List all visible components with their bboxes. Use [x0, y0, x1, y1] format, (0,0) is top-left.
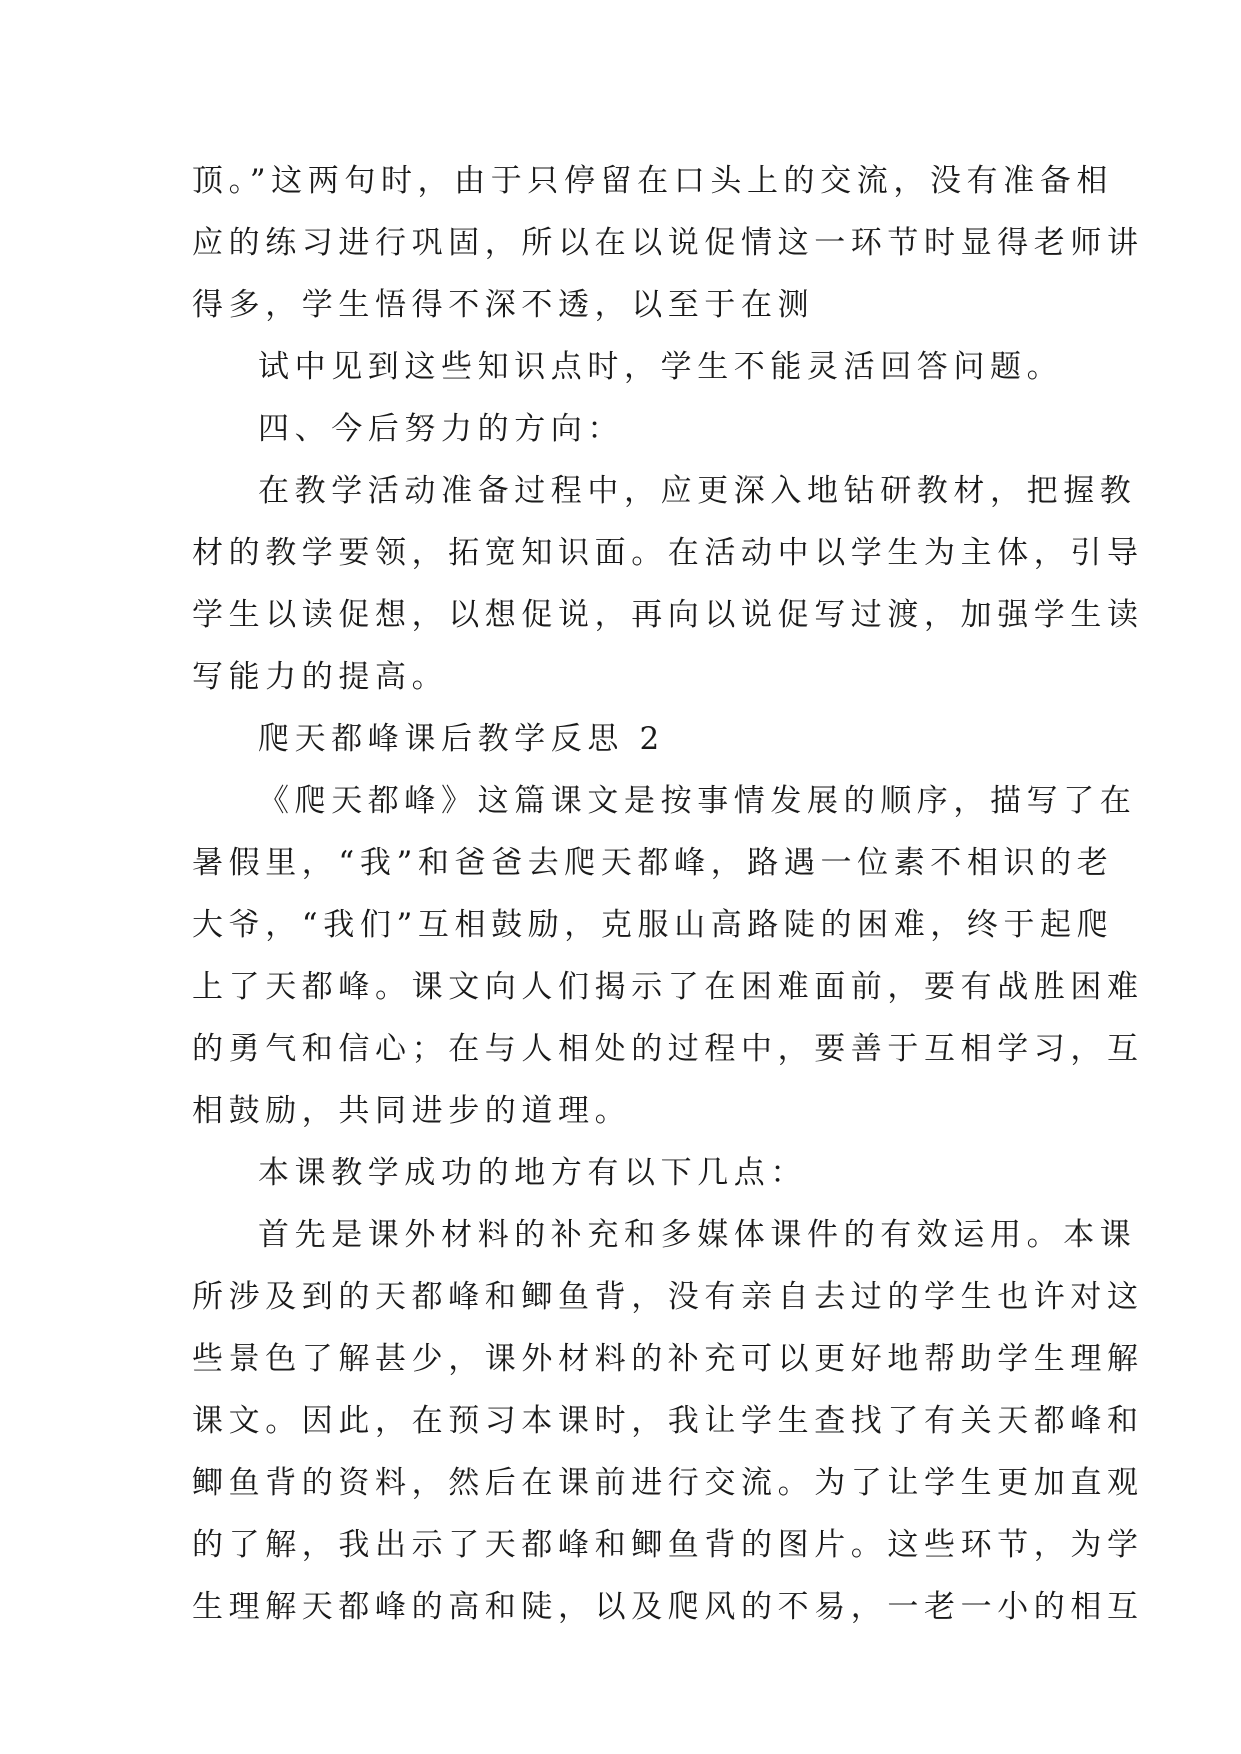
text-line: 生理解天都峰的高和陡，以及爬风的不易，一老一小的相互 — [192, 1589, 1144, 1625]
text-line: 暑假里，“我”和爸爸去爬天都峰，路遇一位素不相识的老 — [192, 845, 1114, 881]
text-line: 顶。”这两句时，由于只停留在口头上的交流，没有准备相 — [192, 163, 1113, 199]
text-line: 些景色了解甚少，课外材料的补充可以更好地帮助学生理解 — [192, 1341, 1144, 1377]
text-line: 四、今后努力的方向： — [258, 411, 624, 447]
text-line: 试中见到这些知识点时，学生不能灵活回答问题。 — [258, 349, 1064, 385]
text-line: 得多，学生悟得不深不透，以至于在测 — [192, 287, 815, 323]
text-line: 应的练习进行巩固，所以在以说促情这一环节时显得老师讲 — [192, 225, 1144, 261]
text-line: 《爬天都峰》这篇课文是按事情发展的顺序，描写了在 — [258, 783, 1137, 819]
text-line: 鲫鱼背的资料，然后在课前进行交流。为了让学生更加直观 — [192, 1465, 1144, 1501]
text-line: 学生以读促想，以想促说，再向以说促写过渡，加强学生读 — [192, 597, 1144, 633]
text-line: 的了解，我出示了天都峰和鲫鱼背的图片。这些环节，为学 — [192, 1527, 1144, 1563]
text-line: 课文。因此，在预习本课时，我让学生查找了有关天都峰和 — [192, 1403, 1144, 1439]
text-line: 在教学活动准备过程中，应更深入地钻研教材，把握教 — [258, 473, 1137, 509]
text-line: 爬天都峰课后教学反思 2 — [258, 721, 665, 757]
text-line: 写能力的提高。 — [192, 659, 449, 695]
text-line: 材的教学要领，拓宽知识面。在活动中以学生为主体，引导 — [192, 535, 1144, 571]
text-line: 的勇气和信心；在与人相处的过程中，要善于互相学习，互 — [192, 1031, 1144, 1067]
text-line: 大爷，“我们”互相鼓励，克服山高路陡的困难，终于起爬 — [192, 907, 1114, 943]
text-line: 上了天都峰。课文向人们揭示了在困难面前，要有战胜困难 — [192, 969, 1144, 1005]
text-line: 首先是课外材料的补充和多媒体课件的有效运用。本课 — [258, 1217, 1137, 1253]
text-line: 相鼓励，共同进步的道理。 — [192, 1093, 632, 1129]
text-line: 所涉及到的天都峰和鲫鱼背，没有亲自去过的学生也许对这 — [192, 1279, 1144, 1315]
document-body — [192, 150, 1144, 1638]
text-line: 本课教学成功的地方有以下几点： — [258, 1155, 807, 1191]
